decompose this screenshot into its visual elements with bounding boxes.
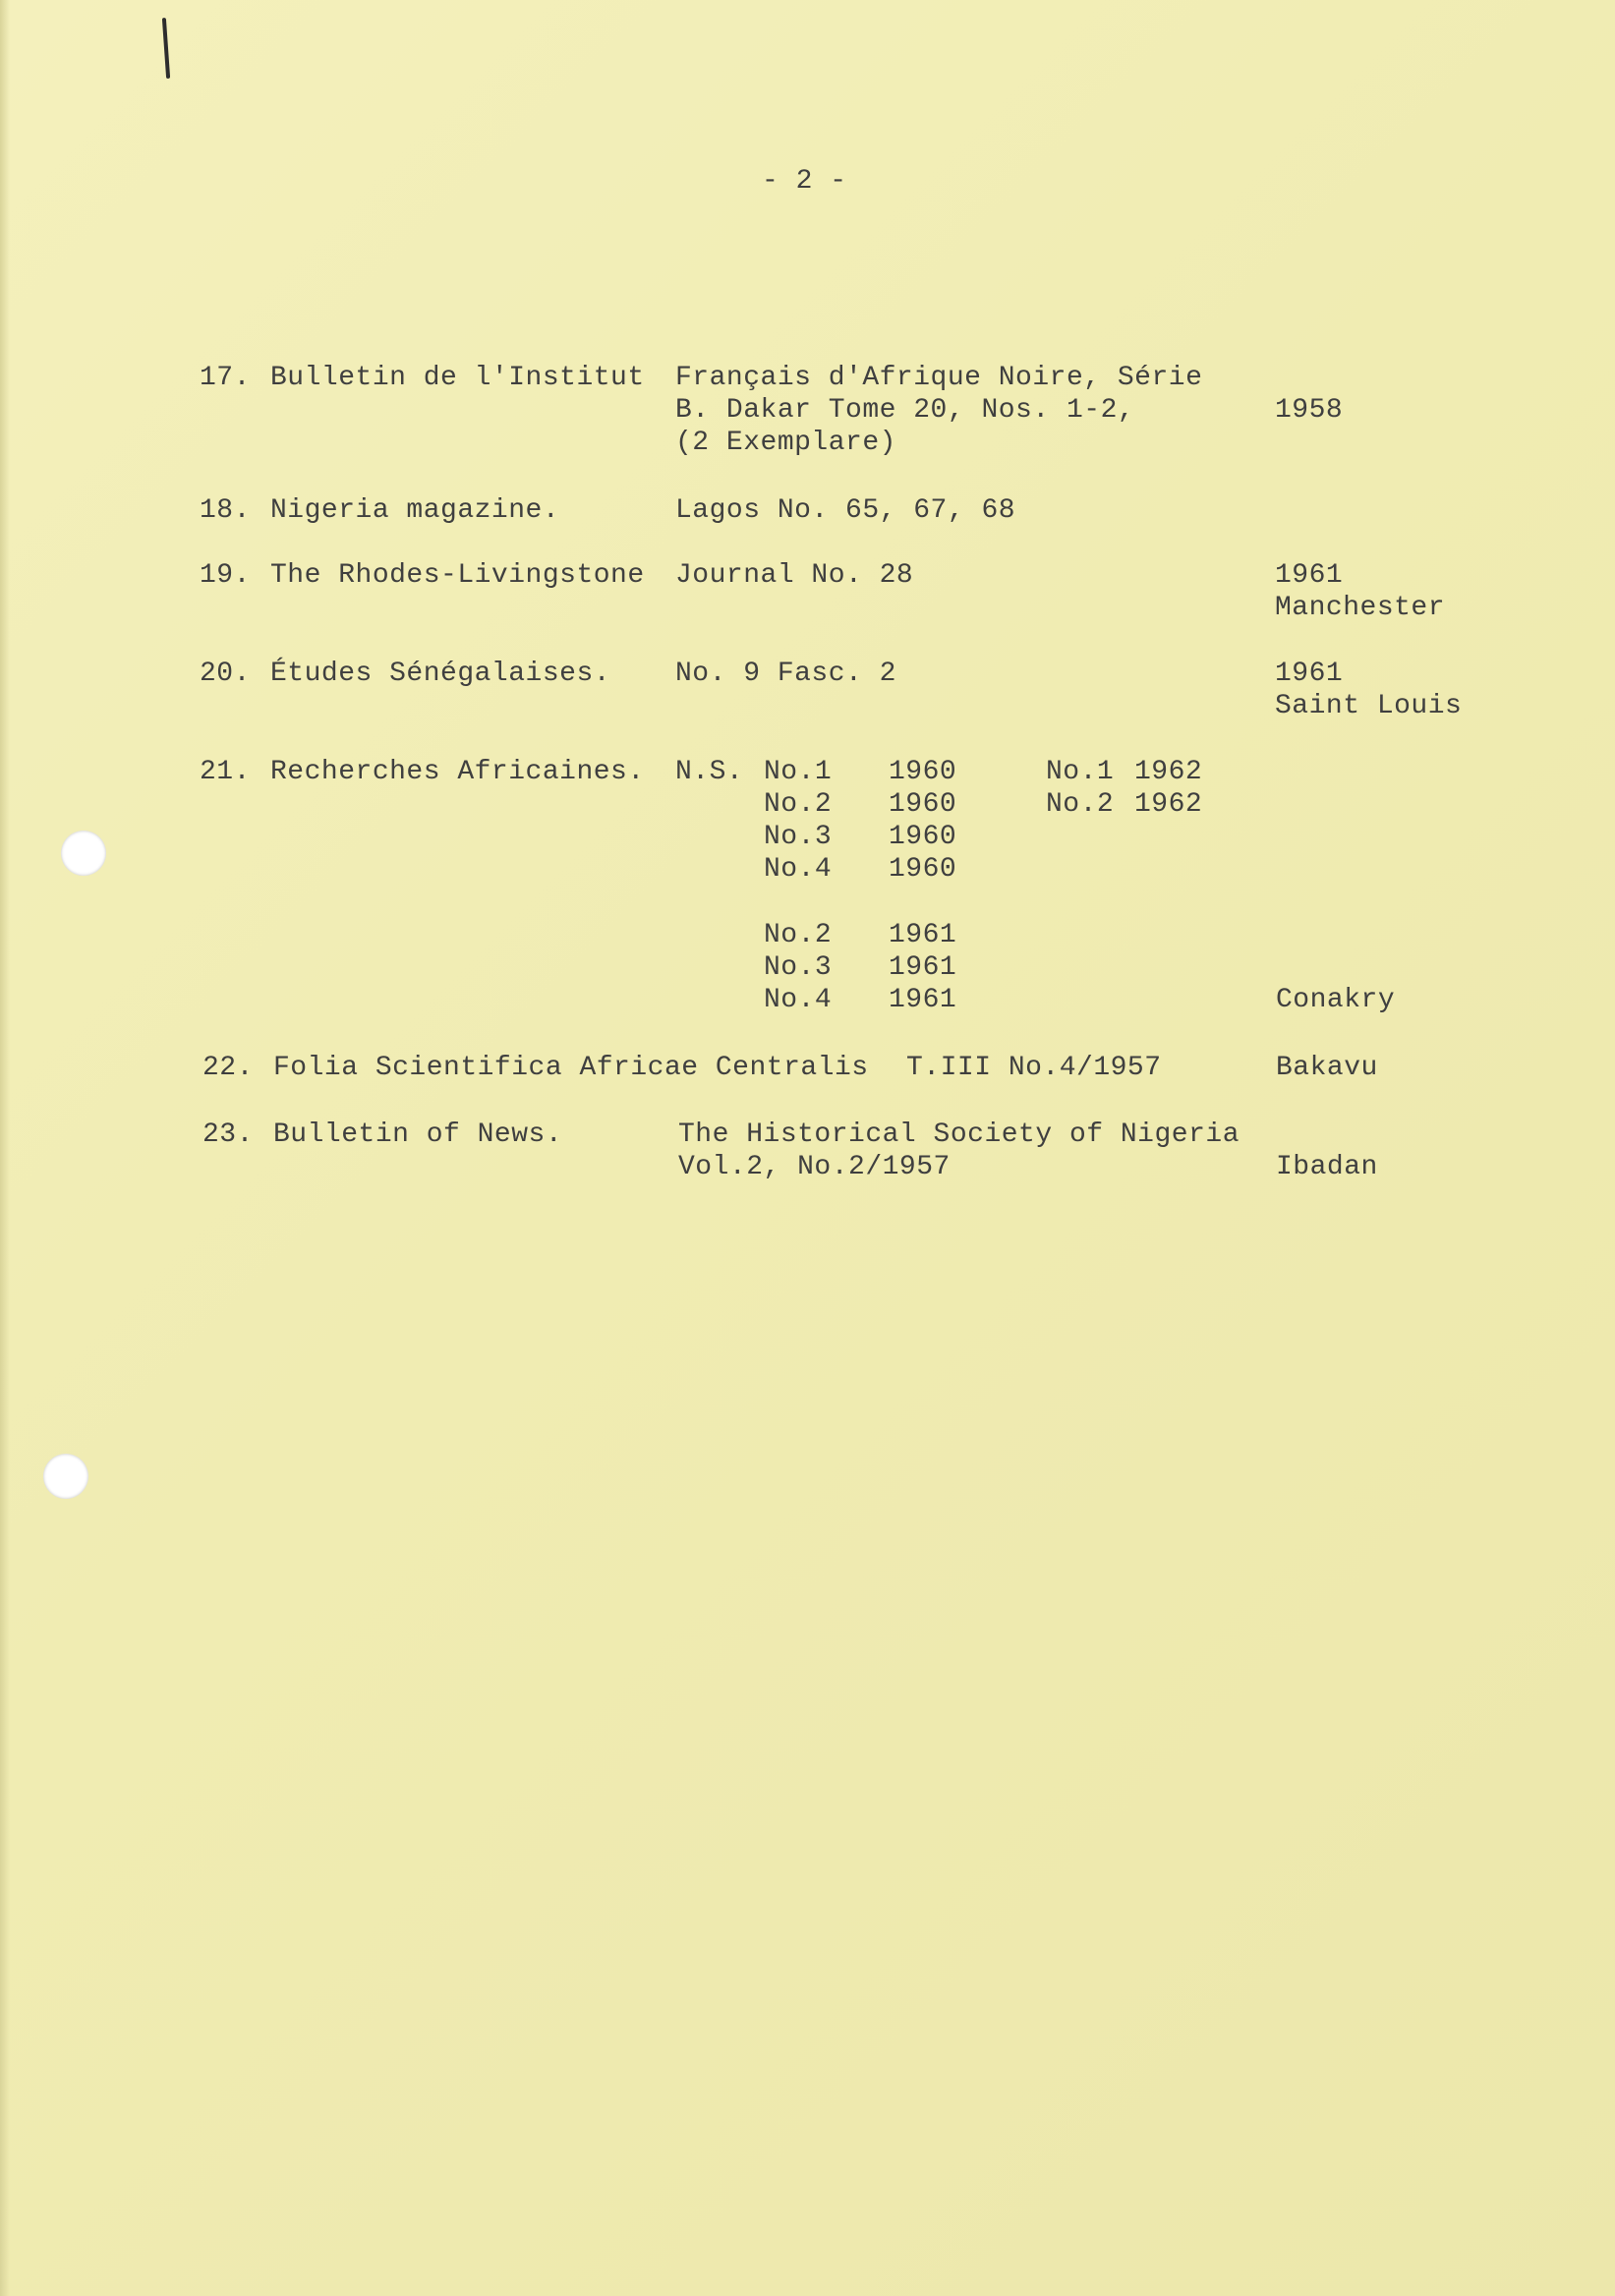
punch-hole-bottom (43, 1454, 88, 1499)
issue-year: 1960 (889, 854, 957, 885)
issue-number: No.4 (764, 985, 833, 1015)
entry-23-place: Ibadan (1276, 1152, 1378, 1182)
issue-year: 1960 (889, 757, 957, 787)
margin-mark (162, 18, 170, 79)
entry-23-detail-1: The Historical Society of Nigeria (678, 1119, 1240, 1150)
entry-20-detail-1: No. 9 Fasc. 2 (675, 659, 896, 689)
entry-17-detail-3: (2 Exemplare) (675, 428, 896, 458)
issue-number: No.2 (1046, 789, 1115, 820)
entry-23-detail-2: Vol.2, No.2/1957 (678, 1152, 951, 1182)
issue-number: No.2 (764, 920, 833, 950)
entry-18-number: 18. (200, 495, 251, 526)
entry-17-detail-2: B. Dakar Tome 20, Nos. 1-2, (675, 395, 1135, 426)
entry-20-title: Études Sénégalaises. (270, 659, 611, 689)
entry-19-place: Manchester (1275, 593, 1446, 623)
issue-year: 1960 (889, 789, 957, 820)
entry-23-number: 23. (202, 1119, 254, 1150)
entry-19-detail-1: Journal No. 28 (675, 560, 914, 591)
entry-17-detail-1: Français d'Afrique Noire, Série (675, 363, 1203, 393)
entry-21-number: 21. (200, 757, 251, 787)
issue-year: 1961 (889, 952, 957, 983)
issue-number: No.1 (764, 757, 833, 787)
entry-17-title: Bulletin de l'Institut (270, 363, 645, 393)
punch-hole-top (61, 831, 106, 876)
issue-number: No.3 (764, 822, 833, 852)
entry-17-year: 1958 (1275, 395, 1344, 426)
entry-18-title: Nigeria magazine. (270, 495, 560, 526)
entry-21-series: N.S. (675, 757, 744, 787)
issue-number: No.1 (1046, 757, 1115, 787)
entry-19-title: The Rhodes-Livingstone (270, 560, 645, 591)
issue-year: 1961 (889, 985, 957, 1015)
entry-22-number: 22. (202, 1053, 254, 1083)
issue-year: 1962 (1134, 789, 1203, 820)
entry-20-number: 20. (200, 659, 251, 689)
issue-number: No.2 (764, 789, 833, 820)
entry-21-place: Conakry (1276, 985, 1396, 1015)
issue-year: 1960 (889, 822, 957, 852)
entry-19-year: 1961 (1275, 560, 1344, 591)
issue-year: 1961 (889, 920, 957, 950)
entry-18-detail-1: Lagos No. 65, 67, 68 (675, 495, 1016, 526)
entry-22-place: Bakavu (1276, 1053, 1378, 1083)
entry-21-title: Recherches Africaines. (270, 757, 645, 787)
entry-22-detail-1: T.III No.4/1957 (906, 1053, 1162, 1083)
issue-number: No.4 (764, 854, 833, 885)
entry-17-number: 17. (200, 363, 251, 393)
page-number: - 2 - (762, 166, 847, 197)
entry-22-title: Folia Scientifica Africae Centralis (273, 1053, 869, 1083)
paper-edge (0, 0, 10, 2296)
entry-19-number: 19. (200, 560, 251, 591)
issue-number: No.3 (764, 952, 833, 983)
entry-20-year: 1961 (1275, 659, 1344, 689)
issue-year: 1962 (1134, 757, 1203, 787)
entry-20-place: Saint Louis (1275, 691, 1463, 721)
entry-23-title: Bulletin of News. (273, 1119, 563, 1150)
